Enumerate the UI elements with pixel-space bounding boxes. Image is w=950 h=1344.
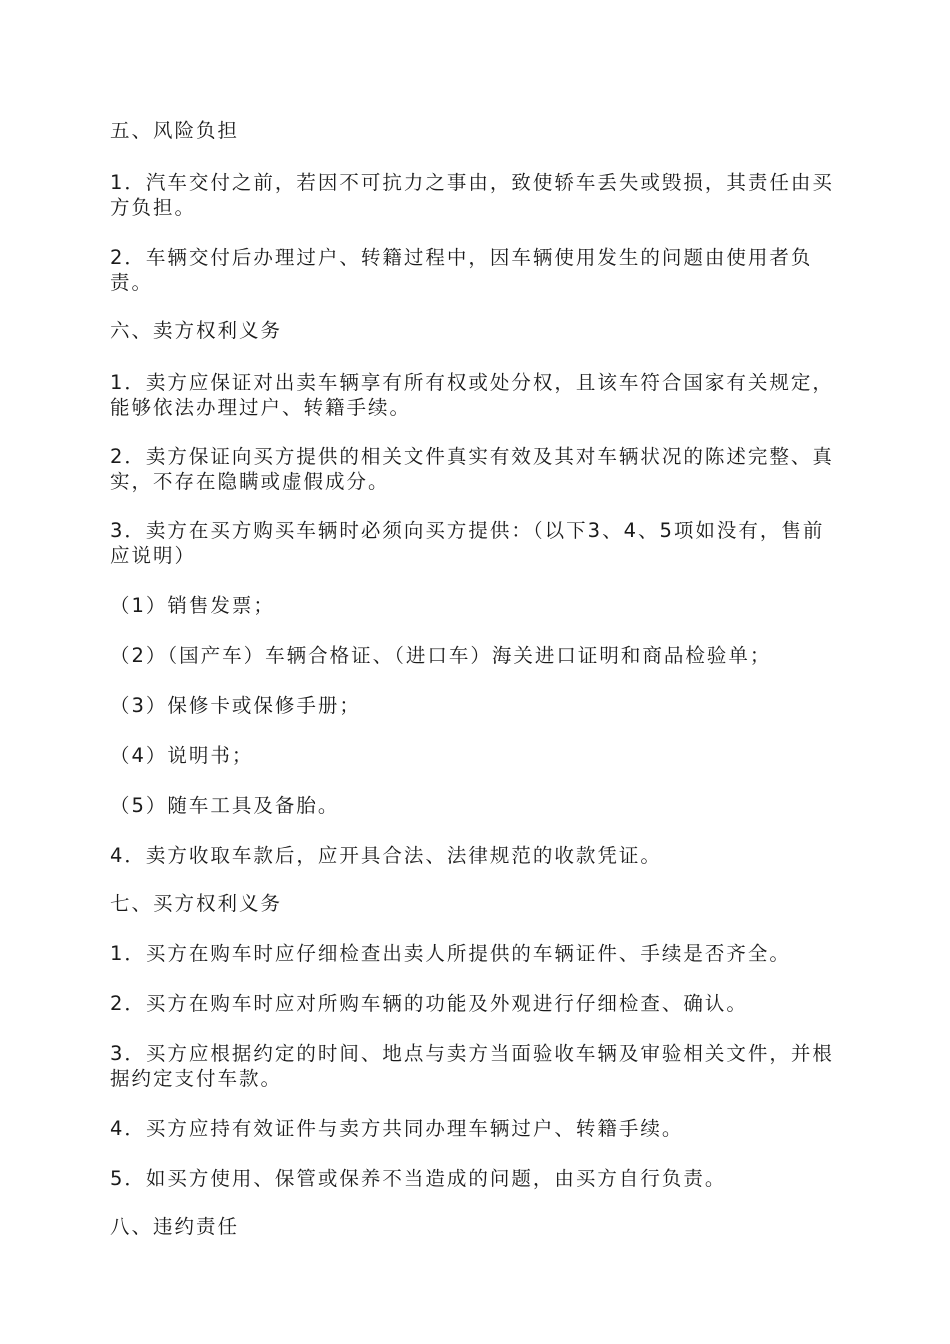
clause-seller-3: 3．卖方在买方购买车辆时必须向买方提供：（以下3、4、5项如没有，售前应说明） [110,519,825,567]
section-heading-risk: 五、风险负担 [110,119,240,142]
clause-risk-1: 1．汽车交付之前，若因不可抗力之事由，致使轿车丢失或毁损，其责任由买方负担。 [110,171,834,219]
clause-seller-2: 2．卖方保证向买方提供的相关文件真实有效及其对车辆状况的陈述完整、真实，不存在隐瞒或虚假成分。 [110,445,834,493]
clause-seller-4: 4．卖方收取车款后，应开具合法、法律规范的收款凭证。 [110,844,662,867]
clause-buyer-3: 3．买方应根据约定的时间、地点与卖方当面验收车辆及审验相关文件，并根据约定支付车款。 [110,1042,834,1090]
clause-buyer-2: 2．买方在购车时应对所购车辆的功能及外观进行仔细检查、确认。 [110,992,748,1015]
list-item-invoice: （1）销售发票； [110,594,275,617]
list-item-manual: （4）说明书； [110,744,254,767]
section-heading-liability: 八、违约责任 [110,1215,240,1238]
list-item-certificate: （2）（国产车）车辆合格证、（进口车）海关进口证明和商品检验单； [110,644,772,667]
section-heading-seller: 六、卖方权利义务 [110,319,283,342]
list-item-warranty: （3）保修卡或保修手册； [110,694,361,717]
list-item-tools: （5）随车工具及备胎。 [110,794,340,817]
clause-buyer-5: 5．如买方使用、保管或保养不当造成的问题，由买方自行负责。 [110,1167,727,1190]
clause-buyer-1: 1．买方在购车时应仔细检查出卖人所提供的车辆证件、手续是否齐全。 [110,942,791,965]
clause-seller-1: 1．卖方应保证对出卖车辆享有所有权或处分权，且该车符合国家有关规定，能够依法办理过户、转籍手续。 [110,371,834,419]
section-heading-buyer: 七、买方权利义务 [110,892,283,915]
clause-buyer-4: 4．买方应持有效证件与卖方共同办理车辆过户、转籍手续。 [110,1117,684,1140]
clause-risk-2: 2．车辆交付后办理过户、转籍过程中，因车辆使用发生的问题由使用者负责。 [110,246,813,294]
